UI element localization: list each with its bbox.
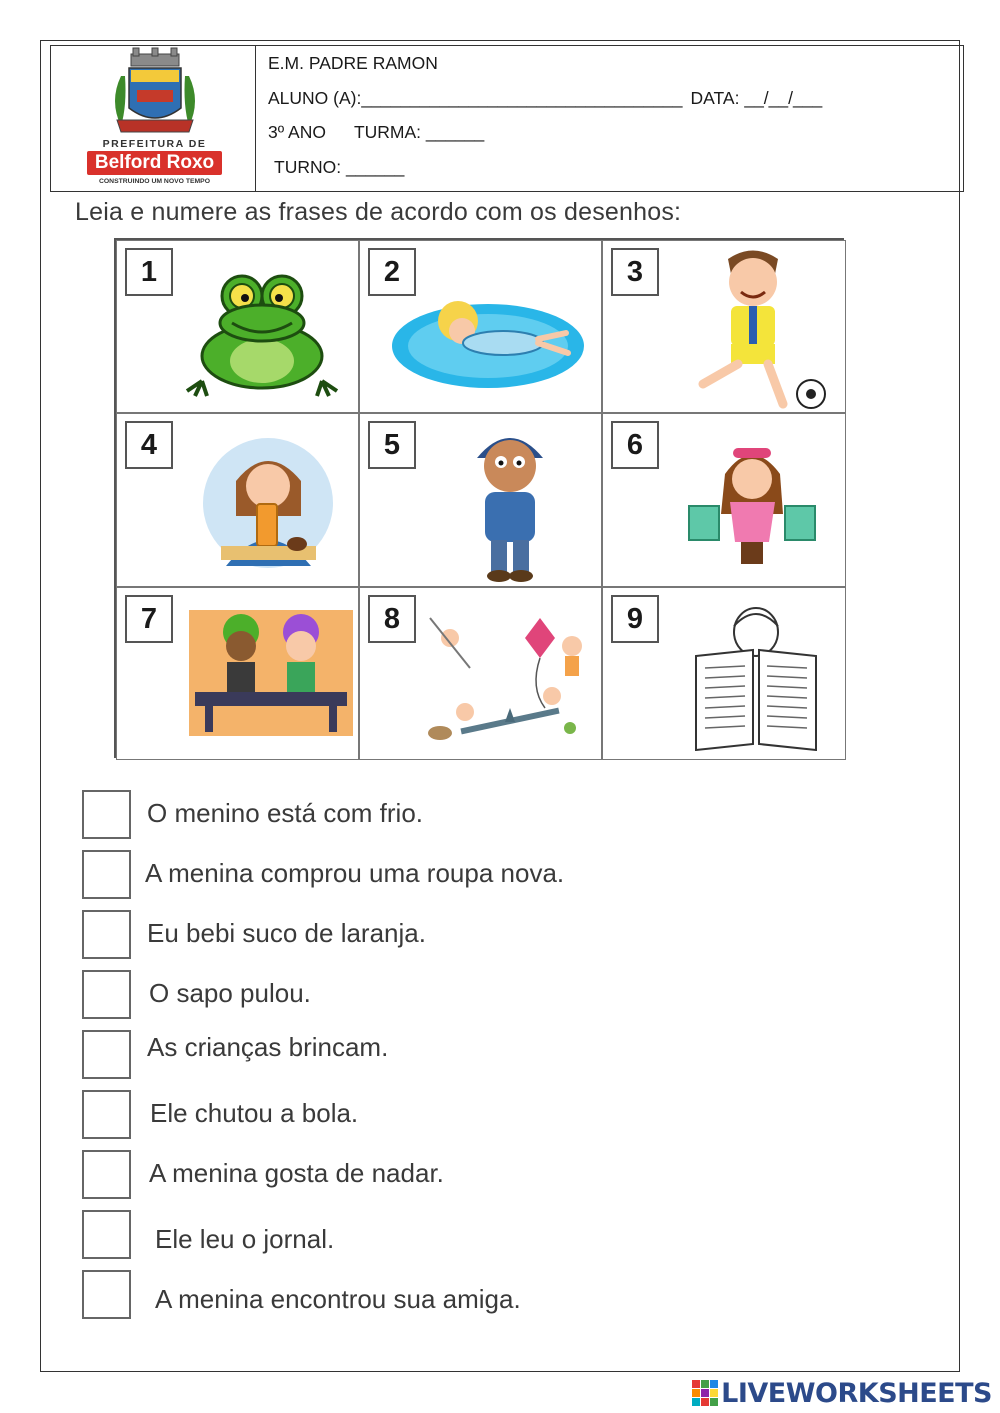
picture-number: 8 — [368, 595, 416, 643]
frog-icon — [177, 261, 347, 401]
answer-row — [82, 1030, 782, 1080]
boy-kicking-ball-icon — [683, 244, 833, 412]
answer-row — [82, 790, 782, 840]
grade-label: 3º ANO — [268, 122, 326, 142]
swimming-girl-icon — [388, 281, 588, 401]
man-reading-newspaper-icon — [691, 606, 821, 751]
class-field[interactable]: TURMA: ______ — [353, 122, 485, 142]
picture-cell-5 — [359, 413, 602, 587]
answer-row — [82, 1150, 782, 1200]
picture-cell-3 — [602, 240, 846, 413]
logo-top-text: PREFEITURA DE — [102, 138, 207, 150]
girl-shopping-icon — [685, 444, 820, 569]
picture-number: 4 — [125, 421, 173, 469]
picture-number: 5 — [368, 421, 416, 469]
sentence-text: A menina comprou uma roupa nova. — [145, 858, 565, 888]
answer-box[interactable] — [82, 910, 131, 959]
picture-cell-7 — [116, 587, 359, 760]
answer-row — [82, 1210, 782, 1260]
picture-cell-9 — [602, 587, 846, 760]
school-name: E.M. PADRE RAMON — [268, 53, 438, 73]
liveworksheets-logo — [692, 1378, 992, 1408]
logo-slogan: CONSTRUINDO UM NOVO TEMPO — [98, 178, 211, 185]
sentence-text: A menina gosta de nadar. — [149, 1158, 444, 1188]
answer-box[interactable] — [82, 790, 131, 839]
answer-row — [82, 910, 782, 960]
answer-box[interactable] — [82, 1210, 131, 1259]
picture-grid — [114, 238, 844, 758]
picture-cell-1 — [116, 240, 359, 413]
two-friends-bench-icon — [189, 610, 353, 736]
grade-class-line — [268, 115, 963, 150]
answer-box[interactable] — [82, 1090, 131, 1139]
student-date-line — [268, 81, 963, 116]
children-playing-icon — [420, 608, 596, 753]
instruction-text: Leia e numere as frases de acordo com os desenhos: — [75, 198, 682, 226]
answer-box[interactable] — [82, 1030, 131, 1079]
picture-cell-6 — [602, 413, 846, 587]
header-info — [256, 46, 963, 191]
header-table — [50, 45, 964, 192]
picture-number: 6 — [611, 421, 659, 469]
sentence-text: Ele chutou a bola. — [150, 1098, 359, 1128]
answer-row — [82, 1090, 782, 1140]
picture-cell-4 — [116, 413, 359, 587]
liveworksheets-grid-icon — [692, 1380, 718, 1406]
answer-box[interactable] — [82, 970, 131, 1019]
sentence-text: Eu bebi suco de laranja. — [147, 918, 426, 948]
sentence-text: O menino está com frio. — [147, 798, 423, 828]
sentence-text: A menina encontrou sua amiga. — [155, 1284, 521, 1314]
picture-number: 3 — [611, 248, 659, 296]
brand-text: LIVEWORKSHEETS — [721, 1377, 992, 1409]
student-field[interactable]: ALUNO (A):_________________________________ — [268, 87, 683, 108]
cold-boy-icon — [455, 418, 565, 584]
date-field[interactable]: DATA: __/__/___ — [690, 87, 823, 108]
sentence-text: As crianças brincam. — [147, 1032, 389, 1062]
picture-number: 1 — [125, 248, 173, 296]
picture-cell-2 — [359, 240, 602, 413]
picture-number: 2 — [368, 248, 416, 296]
answer-box[interactable] — [82, 1150, 131, 1199]
girl-drinking-juice-icon — [201, 436, 336, 571]
logo-name: Belford Roxo — [87, 151, 222, 175]
answer-row — [82, 970, 782, 1020]
answer-box[interactable] — [82, 1270, 131, 1319]
picture-cell-8 — [359, 587, 602, 760]
city-logo — [51, 46, 256, 191]
sentence-text: O sapo pulou. — [149, 978, 311, 1008]
answer-box[interactable] — [82, 850, 131, 899]
picture-number: 9 — [611, 595, 659, 643]
shift-field[interactable]: TURNO: ______ — [274, 156, 405, 177]
answer-row — [82, 850, 782, 900]
sentence-text: Ele leu o jornal. — [155, 1224, 335, 1254]
picture-number: 7 — [125, 595, 173, 643]
answer-row — [82, 1270, 782, 1320]
